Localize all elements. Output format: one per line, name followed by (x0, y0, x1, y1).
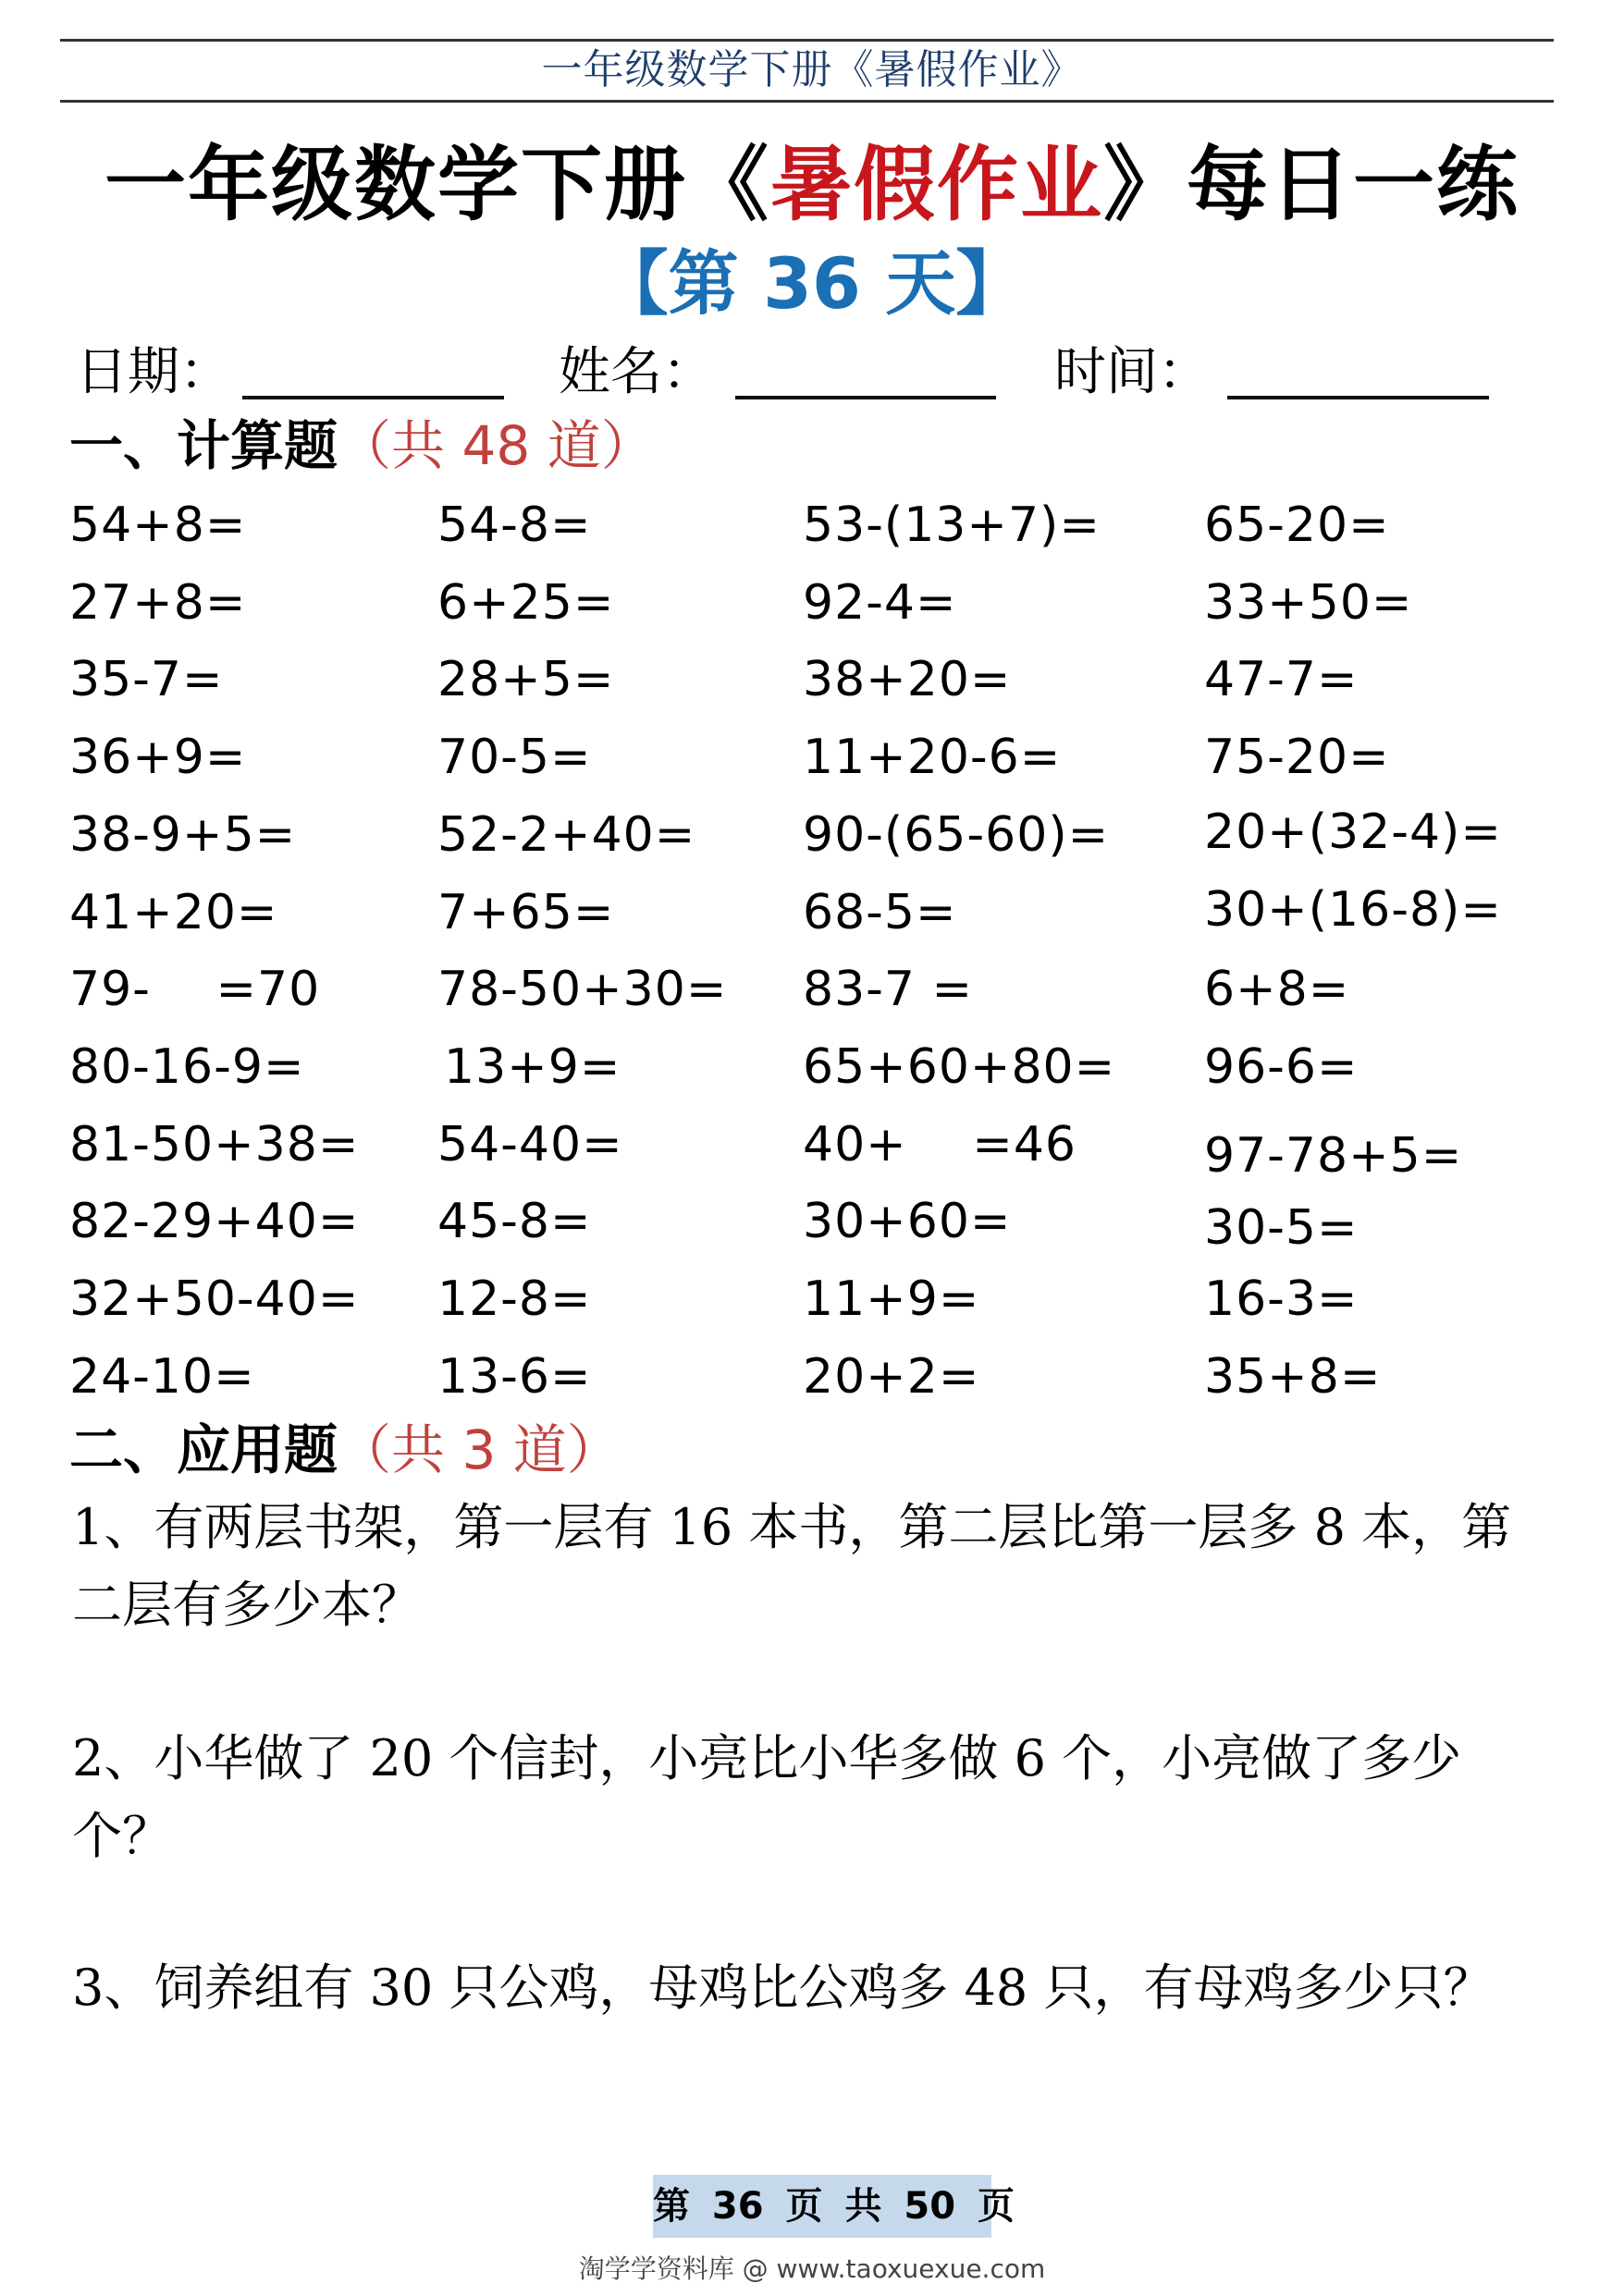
header-rule-bottom (60, 100, 1554, 103)
equation: 16-3= (1204, 1271, 1359, 1327)
header-rule-top (60, 39, 1554, 42)
equation: 6+8= (1204, 962, 1350, 1017)
equation: 41+20= (69, 885, 278, 940)
equation: 11+20-6= (803, 730, 1062, 785)
equation: 97-78+5= (1204, 1128, 1463, 1184)
equation: 96-6= (1204, 1039, 1359, 1095)
word-problem-2: 2、小华做了 20 个信封，小亮比小华多做 6 个，小亮做了多少个？ (72, 1729, 1462, 1865)
equation: 53-(13+7)= (803, 497, 1101, 553)
equation: 38+20= (803, 652, 1012, 707)
equation: 52-2+40= (437, 807, 696, 863)
equation: 30+(16-8)= (1204, 882, 1502, 938)
equation: 45-8= (437, 1194, 592, 1249)
section-calculation-heading (69, 412, 655, 479)
equation: 12-8= (437, 1271, 592, 1327)
equation: 54-40= (437, 1117, 623, 1173)
equation: 70-5= (437, 730, 592, 785)
equation: 90-(65-60)= (803, 807, 1110, 863)
running-header: 一年级数学下册《暑假作业》 (541, 46, 1083, 93)
title-prefix: 一年级数学下册《 (104, 137, 770, 232)
equation: 40+ =46 (803, 1117, 1077, 1173)
title-suffix: 》每日一练 (1103, 137, 1520, 232)
section-calculation-title: 一、计算题 (69, 414, 338, 477)
equation: 79- =70 (69, 962, 321, 1017)
equation: 30+60= (803, 1194, 1012, 1249)
watermark: 淘学学资料库 @ www.taoxuexue.com (578, 2253, 1046, 2284)
equation: 30-5= (1204, 1200, 1359, 1256)
equation: 7+65= (437, 885, 615, 940)
equation: 81-50+38= (69, 1117, 360, 1173)
section-word-problems-count: （共 3 道） (338, 1418, 621, 1481)
date-label: 日期： (76, 342, 231, 402)
equation: 33+50= (1204, 575, 1413, 631)
equation: 82-29+40= (69, 1194, 360, 1249)
section-word-problems-heading (69, 1417, 621, 1483)
equation: 68-5= (803, 885, 957, 940)
equation: 32+50-40= (69, 1271, 360, 1327)
equation: 24-10= (69, 1349, 255, 1405)
time-field[interactable] (1227, 396, 1489, 399)
word-problem-1: 1、有两层书架，第一层有 16 本书，第二层比第一层多 8 本，第二层有多少本？ (72, 1498, 1512, 1634)
equation: 13+9= (444, 1039, 621, 1095)
equation: 92-4= (803, 575, 957, 631)
equation: 11+9= (803, 1271, 980, 1327)
equation: 20+2= (803, 1349, 980, 1405)
equation: 65+60+80= (803, 1039, 1116, 1095)
equation: 28+5= (437, 652, 615, 707)
page-indicator: 第 36 页 共 50 页 (653, 2185, 1015, 2228)
equation: 35-7= (69, 652, 224, 707)
title-highlight: 暑假作业 (769, 137, 1103, 232)
section-word-problems-title: 二、应用题 (69, 1418, 338, 1481)
equation: 20+(32-4)= (1204, 804, 1502, 860)
equation: 47-7= (1204, 652, 1359, 707)
equation: 80-16-9= (69, 1039, 305, 1095)
section-calculation-count: （共 48 道） (338, 414, 655, 477)
equation: 6+25= (437, 575, 615, 631)
word-problem-3: 3、饲养组有 30 只公鸡，母鸡比公鸡多 48 只，有母鸡多少只？ (72, 1958, 1494, 2017)
equation: 75-20= (1204, 730, 1390, 785)
equation: 38-9+5= (69, 807, 297, 863)
equation: 36+9= (69, 730, 247, 785)
time-label: 时间： (1054, 342, 1210, 402)
equation: 35+8= (1204, 1349, 1382, 1405)
equation: 65-20= (1204, 497, 1390, 553)
equation: 13-6= (437, 1349, 592, 1405)
name-label: 姓名： (559, 342, 714, 402)
equation: 54-8= (437, 497, 592, 553)
equation: 83-7 = (803, 962, 974, 1017)
equation: 78-50+30= (437, 962, 728, 1017)
page-title (0, 137, 1624, 233)
equation: 27+8= (69, 575, 247, 631)
day-number-title: 【第 36 天】 (597, 242, 1027, 325)
name-field[interactable] (735, 396, 996, 399)
equation: 54+8= (69, 497, 247, 553)
date-field[interactable] (242, 396, 504, 399)
